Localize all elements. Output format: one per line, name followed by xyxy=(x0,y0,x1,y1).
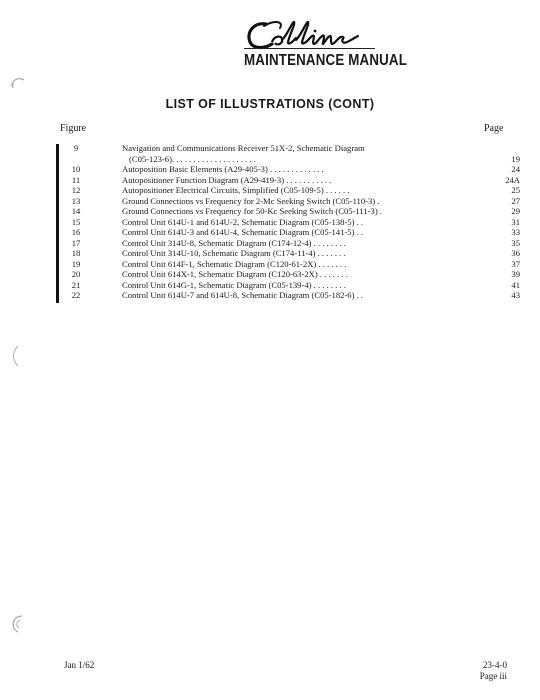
figure-number: 11 xyxy=(71,174,81,185)
figure-title: Control Unit 314U-10, Schematic Diagram (C174-11-4) . . . . . . . xyxy=(122,248,346,258)
list-item xyxy=(60,143,520,154)
list-item xyxy=(60,175,520,186)
revision-bar xyxy=(56,144,59,303)
list-item xyxy=(60,269,520,280)
figure-title: Ground Connections vs Frequency for 2-Mc Seeking Switch (C05-110-3) . xyxy=(122,195,380,206)
page-number: 24 xyxy=(511,164,520,174)
page-number: 41 xyxy=(511,279,520,290)
page-number: 36 xyxy=(511,248,520,258)
figure-title: Autoposition Basic Elements (A29-405-3) . . . . . . . . . . . . . xyxy=(122,164,324,174)
list-item xyxy=(60,248,520,259)
manual-title: MAINTENANCE MANUAL xyxy=(244,52,408,69)
page-number: 31 xyxy=(511,216,520,227)
figure-number: 16 xyxy=(71,227,81,237)
footer-section-number: 23-4-0 xyxy=(483,660,507,670)
page-number: 33 xyxy=(511,227,520,237)
figure-title: Autopositioner Function Diagram (A29-419-3) . . . . . . . . . . . xyxy=(122,174,332,185)
list-item-continuation xyxy=(60,154,520,165)
page-number: 24A xyxy=(505,174,520,185)
page-number: 29 xyxy=(511,206,520,216)
footer-date: Jan 1/62 xyxy=(64,660,95,670)
figure-number: 17 xyxy=(71,237,81,248)
figure-number: 13 xyxy=(71,195,81,206)
punch-hole-mark xyxy=(8,74,28,94)
figure-title: Control Unit 614U-1 and 614U-2, Schematic Diagram (C05-138-5) . . xyxy=(122,216,364,227)
list-item xyxy=(60,280,520,291)
figure-title: Navigation and Communications Receiver 51X-2, Schematic Diagram xyxy=(122,143,365,153)
figure-title: Control Unit 614X-1, Schematic Diagram (C120-63-2X) . . . . . . . xyxy=(122,269,348,279)
list-item xyxy=(60,206,520,217)
figure-number: 9 xyxy=(73,143,79,153)
page-title: LIST OF ILLUSTRATIONS (CONT) xyxy=(165,97,375,111)
figure-title: Control Unit 614F-1, Schematic Diagram (C120-61-2X) . . . . . . . xyxy=(122,258,347,269)
list-item xyxy=(60,196,520,207)
punch-hole-mark xyxy=(8,612,28,636)
figure-number: 18 xyxy=(71,248,81,258)
punch-hole-mark xyxy=(8,344,22,368)
page-number: 43 xyxy=(511,290,520,300)
page-number: 39 xyxy=(511,269,520,279)
figure-title: Control Unit 614U-7 and 614U-8, Schematic Diagram (C05-182-6) . . xyxy=(122,290,364,300)
page-number: 19 xyxy=(511,153,520,164)
list-item xyxy=(60,217,520,228)
figure-number: 14 xyxy=(71,206,81,216)
figure-column-header: Figure xyxy=(60,123,87,134)
footer-page-info xyxy=(480,660,507,682)
logo-underline xyxy=(244,48,375,49)
list-item xyxy=(60,164,520,175)
page-number: 27 xyxy=(511,195,520,206)
figure-number: 21 xyxy=(71,279,81,290)
list-item xyxy=(60,238,520,249)
figure-title-continuation: (C05-123-6). . . . . . . . . . . . . . . . . . . . xyxy=(129,153,256,164)
figure-number: 15 xyxy=(71,216,81,227)
figure-title: Control Unit 314U-8, Schematic Diagram (C174-12-4) . . . . . . . . xyxy=(122,237,346,248)
collins-logo xyxy=(244,18,364,52)
figure-title: Ground Connections vs Frequency for 50-Kc Seeking Switch (C05-111-3) . xyxy=(122,206,382,216)
page-number: 37 xyxy=(511,258,520,269)
figure-title: Control Unit 614U-3 and 614U-4, Schematic Diagram (C05-141-5) . . xyxy=(122,227,364,237)
list-item xyxy=(60,290,520,301)
footer-page-number: Page iii xyxy=(479,671,507,681)
figure-number: 12 xyxy=(71,185,81,195)
list-item xyxy=(60,227,520,238)
list-item xyxy=(60,185,520,196)
figure-title: Control Unit 614G-1, Schematic Diagram (C05-139-4) . . . . . . . . xyxy=(122,279,346,290)
figure-number: 22 xyxy=(71,290,81,300)
list-item xyxy=(60,259,520,270)
page-number: 25 xyxy=(511,185,520,195)
figure-number: 19 xyxy=(71,258,81,269)
figure-number: 10 xyxy=(71,164,81,174)
page-column-header: Page xyxy=(484,123,504,134)
figure-title: Autopositioner Electrical Circuits, Simplified (C05-109-5) . . . . . . xyxy=(122,185,350,195)
figure-number: 20 xyxy=(71,269,81,279)
illustration-list xyxy=(60,143,520,301)
page-number: 35 xyxy=(511,237,520,248)
